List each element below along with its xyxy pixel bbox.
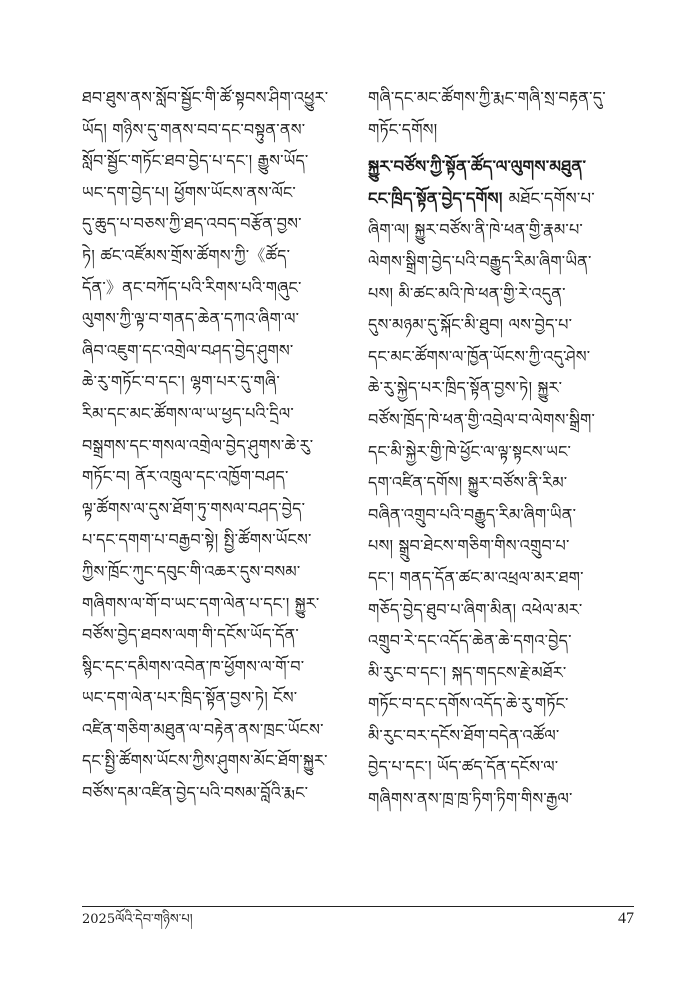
footer-rule: [82, 906, 634, 907]
right-text-line-3: པས། མི་ཚང་མའི་ཁེ་ཕན་གྱི་རེ་འདུན་: [368, 283, 566, 303]
right-intro-line-2: གཏོང་དགོས།: [368, 119, 438, 139]
right-text-line-16: གཏོང་བ་དང་དགོས་འདོད་ཆེ་རུ་གཏོང་: [368, 694, 569, 714]
right-text-line-14: འགྲུབ་རེ་དང་འདོད་ཆེན་ཆེ་དགའ་བྱེད་: [368, 631, 572, 651]
left-text-line-15: པ་དང་དགག་པ་བརྒྱབ་སྟེ། སྤྱི་ཚོགས་ཡོངས་: [82, 530, 312, 550]
section-heading-line-2: [368, 183, 636, 215]
right-text-line-19: གཞིགས་ནས་ཁྲ་ཁྲ་ཏིག་ཏིག་གིས་རྒྱལ་: [368, 789, 573, 809]
left-text-line-17: གཞིགས་ལ་གོ་བ་ཡང་དག་ལེན་པ་དང་། སྐྱུར་: [82, 593, 320, 613]
left-text-line-5: དུ་ཆུད་པ་བཅས་ཀྱི་ཐད་འབད་བརྩོན་བྱས་: [82, 214, 302, 234]
right-text-line-10: བཞིན་འགྲུབ་པའི་བརྒྱུད་རིམ་ཞིག་ཡིན་: [368, 504, 577, 524]
left-text-line-9: ཞིབ་འཇུག་དང་འགྲེལ་བཤད་བྱེད་ཤུགས་: [82, 340, 294, 360]
section-heading-line-1: སྐྱུར་བཙོས་ཀྱི་སྟོན་ཚོད་ལ་ལུགས་མཐུན་: [368, 157, 587, 177]
right-text-line-17: མི་རུང་བར་དངོས་ཐོག་བདེན་འཚོལ་: [368, 725, 560, 745]
right-column: [368, 82, 636, 815]
right-text-line-7: བཙོས་ཁྲོད་ཁེ་ཕན་གྱི་འབྲེལ་བ་ལེགས་སྒྲིག་: [368, 409, 596, 429]
left-text-line-7: དོན་》ནང་བཀོད་པའི་རིགས་པའི་གཞུང་: [82, 277, 302, 297]
right-text-line-12: དང་། གནད་དོན་ཚང་མ་འཕྲལ་མར་ཐག་: [368, 567, 584, 587]
right-text-line-2: ལེགས་སྒྲིག་བྱེད་པའི་བརྒྱུད་རིམ་ཞིག་ཡིན་: [368, 251, 592, 271]
section-heading-text: ངང་ཁྲིད་སྟོན་བྱེད་དགོས།: [368, 188, 509, 208]
right-text-line-13: གཅོད་བྱེད་ཐུབ་པ་ཞིག་མིན། འཕེལ་མར་: [368, 599, 583, 619]
footer-issue-label: 2025ལོའི་དེབ་གཉིས་པ།: [82, 912, 193, 927]
left-column: [82, 82, 350, 809]
left-text-line-21: འཛིན་གཅིག་མཐུན་ལ་བརྟེན་ནས་ཁྲང་ཡོངས་: [82, 719, 324, 739]
left-text-line-11: རིམ་དང་མང་ཚོགས་ལ་ཡ་ཕྱད་པའི་དྲིལ་: [82, 403, 294, 423]
left-text-line-1: ཐབ་ཐུས་ནས་སློབ་སྦྱོང་གི་ཚོ་སྟབས་ཤིག་འཕྱུར་: [82, 88, 329, 107]
right-text-line-11: པས། སྒྲུབ་ཐེངས་གཅིག་གིས་འགྲུབ་པ་: [368, 536, 570, 556]
right-text-line-9: དག་འཛིན་དགོས། སྐྱུར་བཙོས་ནི་རིམ་: [368, 473, 568, 493]
left-text-line-13: གཏོང་བ། ནོར་འཁྲུལ་དང་འཁྱོག་བཤད་: [82, 467, 289, 487]
section-heading-tail: མཐོང་དགོས་པ་: [508, 188, 595, 208]
left-text-line-12: བསྒྲགས་དང་གསལ་འགྲེལ་བྱེད་ཤུགས་ཆེ་རུ་: [82, 435, 314, 455]
right-text-line-8: དང་མི་སྐྱེར་གྱི་ཁེ་ཕྱོང་ལ་ལྟ་སྟངས་ཡང་: [368, 441, 572, 461]
right-text-line-18: བྱེད་པ་དང་། ཡོད་ཚད་དོན་དངོས་ལ་: [368, 757, 559, 777]
left-text-line-8: ལུགས་ཀྱི་ལྟ་བ་གནད་ཆེན་དཀའ་ཞིག་ལ་: [82, 309, 300, 329]
left-text-line-14: ལྟ་ཚོགས་ལ་དུས་ཐོག་ཏུ་གསལ་བཤད་བྱེད་: [82, 498, 306, 518]
page-number: 47: [618, 910, 634, 927]
left-text-line-10: ཆེ་རུ་གཏོང་བ་དང་། ལྷག་པར་དུ་གཞི་: [82, 372, 280, 392]
left-text-line-23: བཙོས་དམ་འཛིན་བྱེད་པའི་བསམ་བློའི་རྨང་: [82, 783, 309, 803]
left-text-line-22: དང་སྤྱི་ཚོགས་ཡོངས་ཀྱིས་ཤུགས་མོང་ཐོག་སྐྱུར་: [82, 751, 328, 771]
left-text-line-20: ཡང་དག་ལེན་པར་ཁྲིད་སྟོན་བྱས་ཏེ། ངོས་: [82, 688, 298, 708]
right-text-line-5: དང་མང་ཚོགས་ལ་ཁྱོན་ཡོངས་ཀྱི་འདུ་ཤེས་: [368, 346, 591, 366]
left-text-line-2: ཡོད། གཉིས་དུ་གནས་བབ་དང་བསྟུན་ནས་: [82, 119, 306, 139]
right-intro-line-1: གཞི་དང་མང་ཚོགས་ཀྱི་རྨང་གཞི་སྲ་བརྟན་དུ་: [368, 88, 606, 107]
right-text-line-15: མི་རུང་བ་དང་། སྐད་གདངས་རྗེ་མཐོར་: [368, 662, 567, 682]
left-text-line-6: ཏེ། ཚང་འཛོམས་གྲོས་ཚོགས་ཀྱི་《ཚོད་: [82, 245, 291, 265]
right-text-line-1: ཞིག་ལ། སྐྱུར་བཙོས་ནི་ཁེ་ཕན་གྱི་རྣམ་པ་: [368, 220, 583, 240]
right-text-line-4: དུས་མཉམ་དུ་སྐོང་མི་ཐུབ། ལས་བྱེད་པ་: [368, 315, 573, 335]
left-text-line-19: སྙིང་དང་དམིགས་འབེན་ཁ་ཕྱོགས་ལ་གོ་བ་: [82, 656, 305, 676]
left-text-line-18: བཙོས་བྱེད་ཐབས་ལག་གི་དངོས་ཡོད་དོན་: [82, 625, 299, 645]
right-text-line-6: ཆེ་རུ་སྐྱེད་པར་ཁྲིད་སྟོན་བྱས་ཏེ། སྐྱུར་: [368, 378, 563, 398]
left-text-line-3: སློབ་སྦྱོང་གཏོང་ཐབ་བྱེད་པ་དང་། རྒྱུས་ཡོད་: [82, 151, 309, 171]
left-text-line-16: ཀྱིས་ཁྲོང་ཀུང་དབུང་གི་འཆར་དུས་བསམ་: [82, 561, 301, 581]
left-text-line-4: ཡང་དག་བྱེད་པ། ཕྱོགས་ཡོངས་ནས་ལོང་: [82, 182, 296, 202]
right-body: [368, 214, 636, 814]
